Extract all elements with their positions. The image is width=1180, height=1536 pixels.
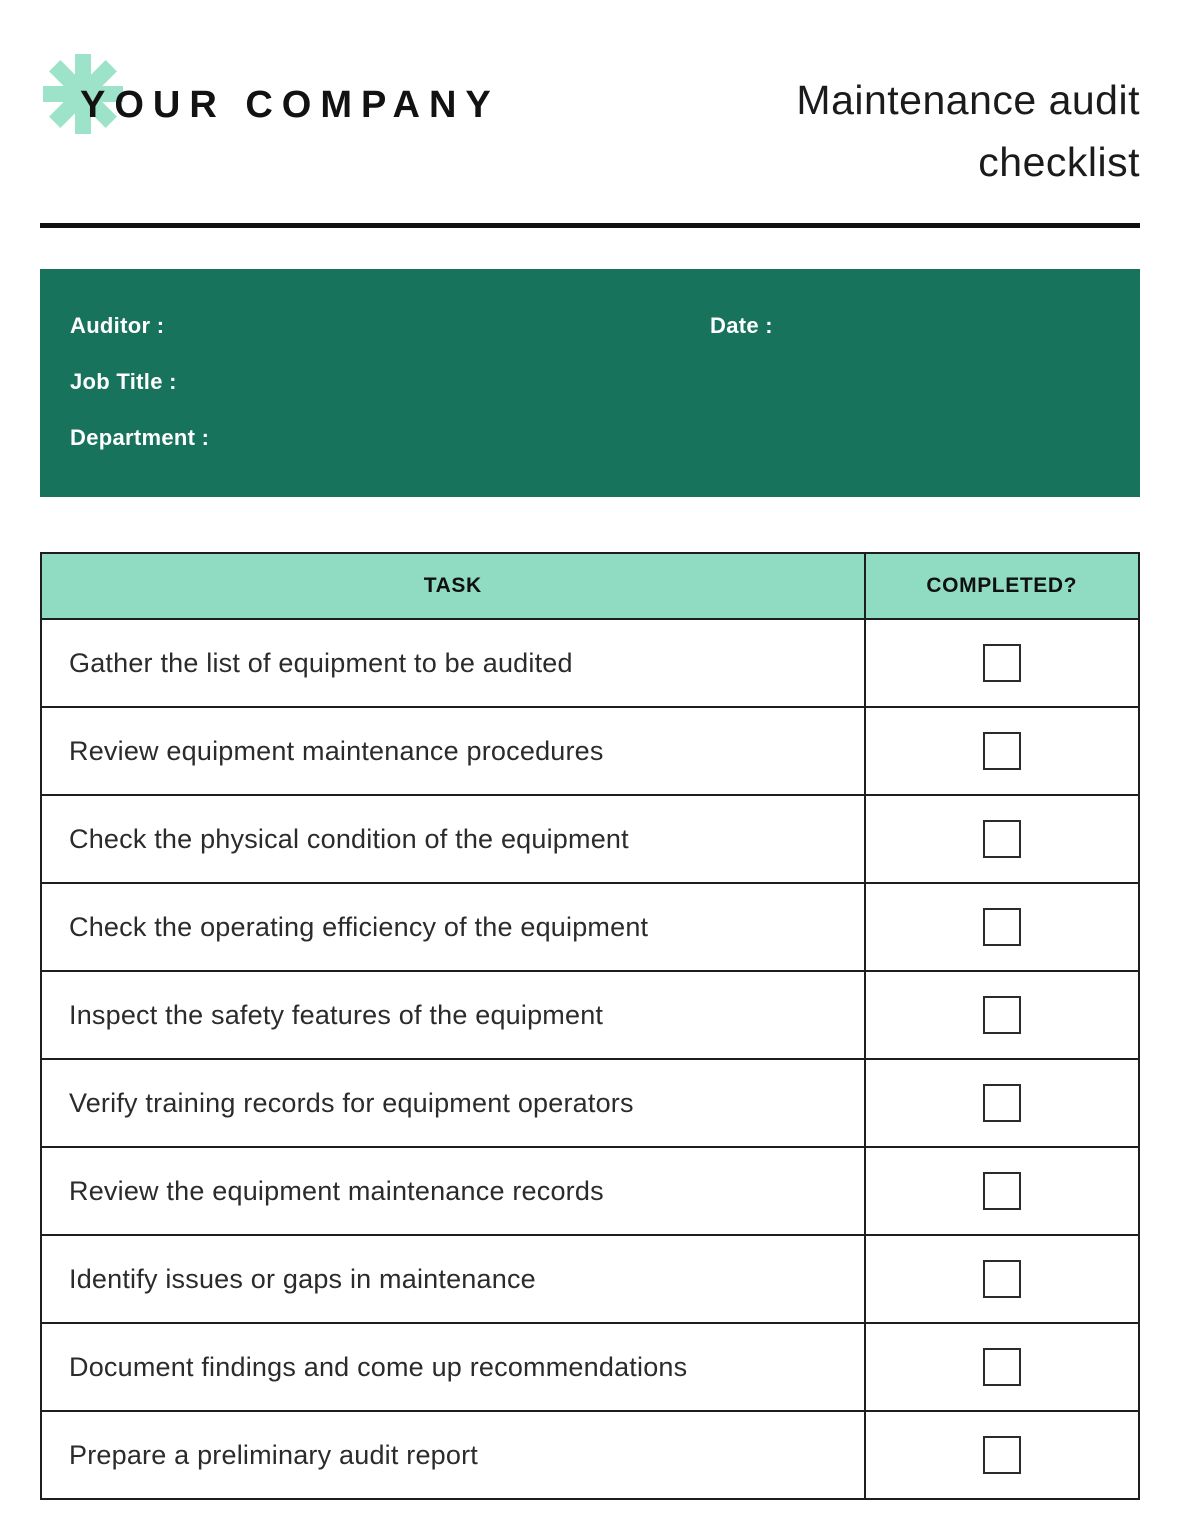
task-label: Review equipment maintenance procedures xyxy=(41,707,865,795)
completed-cell xyxy=(865,619,1140,707)
auditor-info-panel xyxy=(40,269,1140,497)
table-header-row xyxy=(41,553,1139,619)
job-title-field xyxy=(70,369,710,395)
table-row xyxy=(41,619,1139,707)
completed-cell xyxy=(865,1235,1140,1323)
completed-column-header: COMPLETED? xyxy=(865,553,1140,619)
table-row xyxy=(41,1235,1139,1323)
table-row xyxy=(41,971,1139,1059)
completed-cell xyxy=(865,1323,1140,1411)
task-label: Verify training records for equipment operators xyxy=(41,1059,865,1147)
department-field xyxy=(70,425,710,451)
checklist-table xyxy=(40,552,1140,1500)
completed-checkbox[interactable] xyxy=(983,644,1021,682)
page-title: Maintenance audit checklist xyxy=(796,77,1140,185)
completed-cell xyxy=(865,1411,1140,1499)
completed-checkbox[interactable] xyxy=(983,996,1021,1034)
task-label: Check the physical condition of the equipment xyxy=(41,795,865,883)
completed-checkbox[interactable] xyxy=(983,1348,1021,1386)
date-field xyxy=(710,313,1110,339)
completed-checkbox[interactable] xyxy=(983,1172,1021,1210)
completed-cell xyxy=(865,795,1140,883)
job-title-label: Job Title : xyxy=(70,369,177,394)
completed-cell xyxy=(865,971,1140,1059)
task-label: Inspect the safety features of the equipment xyxy=(41,971,865,1059)
completed-cell xyxy=(865,707,1140,795)
company-name: YOUR COMPANY xyxy=(80,84,500,126)
task-label: Review the equipment maintenance records xyxy=(41,1147,865,1235)
task-column-header: TASK xyxy=(41,553,865,619)
completed-checkbox[interactable] xyxy=(983,820,1021,858)
task-label: Prepare a preliminary audit report xyxy=(41,1411,865,1499)
page-header xyxy=(40,52,1140,193)
completed-checkbox[interactable] xyxy=(983,1260,1021,1298)
task-label: Gather the list of equipment to be audited xyxy=(41,619,865,707)
task-label: Document findings and come up recommendations xyxy=(41,1323,865,1411)
completed-checkbox[interactable] xyxy=(983,908,1021,946)
table-row xyxy=(41,883,1139,971)
company-logo xyxy=(40,52,500,182)
auditor-label: Auditor : xyxy=(70,313,165,338)
completed-cell xyxy=(865,1147,1140,1235)
completed-checkbox[interactable] xyxy=(983,1436,1021,1474)
table-row xyxy=(41,1147,1139,1235)
completed-checkbox[interactable] xyxy=(983,732,1021,770)
table-row xyxy=(41,707,1139,795)
department-label: Department : xyxy=(70,425,210,450)
task-label: Identify issues or gaps in maintenance xyxy=(41,1235,865,1323)
table-row xyxy=(41,1411,1139,1499)
completed-cell xyxy=(865,883,1140,971)
spacer xyxy=(710,369,1110,395)
table-row xyxy=(41,1323,1139,1411)
table-row xyxy=(41,795,1139,883)
table-row xyxy=(41,1059,1139,1147)
auditor-field xyxy=(70,313,710,339)
header-divider xyxy=(40,223,1140,228)
completed-checkbox[interactable] xyxy=(983,1084,1021,1122)
completed-cell xyxy=(865,1059,1140,1147)
date-label: Date : xyxy=(710,313,773,338)
task-label: Check the operating efficiency of the equipment xyxy=(41,883,865,971)
